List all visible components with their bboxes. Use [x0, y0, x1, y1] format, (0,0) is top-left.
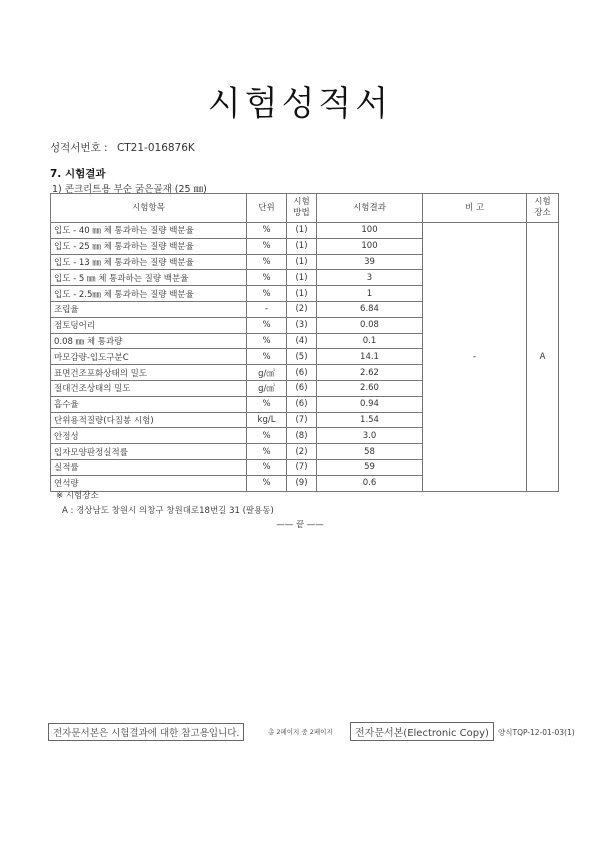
note-location-a: A : 경상남도 창원시 의창구 창원대로18번길 31 (팔용동) — [62, 506, 274, 516]
cell-unit: % — [247, 444, 287, 460]
cell-remarks: - — [423, 223, 527, 492]
cell-item: 안정성 — [51, 428, 247, 444]
header-unit: 단위 — [247, 194, 287, 223]
cell-item: 절대건조상태의 밀도 — [51, 380, 247, 396]
cell-item: 연석량 — [51, 475, 247, 491]
cell-unit: % — [247, 317, 287, 333]
cell-result: 3.0 — [317, 428, 423, 444]
cell-result: 1.54 — [317, 412, 423, 428]
cell-unit: % — [247, 396, 287, 412]
cell-method: (2) — [287, 301, 317, 317]
cell-method: (2) — [287, 444, 317, 460]
cell-result: 2.60 — [317, 380, 423, 396]
cell-method: (1) — [287, 270, 317, 286]
cell-result: 14.1 — [317, 349, 423, 365]
cell-item: 입도 - 40 ㎜ 체 통과하는 질량 백분율 — [51, 223, 247, 239]
cell-item: 실적률 — [51, 459, 247, 475]
footer-electronic-copy: 전자문서본(Electronic Copy) — [350, 722, 494, 741]
cell-result: 6.84 — [317, 301, 423, 317]
cell-method: (3) — [287, 317, 317, 333]
cell-item: 점토덩어리 — [51, 317, 247, 333]
cell-unit: % — [247, 333, 287, 349]
report-number-line — [50, 140, 195, 155]
cell-method: (1) — [287, 223, 317, 239]
cell-unit: % — [247, 459, 287, 475]
cell-method: (6) — [287, 396, 317, 412]
cell-result: 0.6 — [317, 475, 423, 491]
footer-disclaimer: 전자문서본은 시험결과에 대한 참고용입니다. — [48, 723, 244, 741]
cell-method: (7) — [287, 459, 317, 475]
cell-item: 입도 - 5 ㎜ 체 통과하는 질량 백분율 — [51, 270, 247, 286]
cell-result: 59 — [317, 459, 423, 475]
cell-item: 마모감량-입도구분C — [51, 349, 247, 365]
cell-unit: kg/L — [247, 412, 287, 428]
table-header-row — [51, 194, 559, 223]
footer-form-code: 양식TQP-12-01-03(1) — [498, 728, 575, 737]
footer-page-info: 총 2페이지 중 2페이지 — [268, 728, 333, 736]
header-item: 시험항목 — [51, 194, 247, 223]
cell-item: 입도 - 13 ㎜ 체 통과하는 질량 백분율 — [51, 254, 247, 270]
cell-unit: g/㎤ — [247, 365, 287, 381]
subsection-heading: 1) 콘크리트용 부순 굵은골재 (25 ㎜) — [52, 184, 207, 195]
cell-result: 0.1 — [317, 333, 423, 349]
cell-method: (6) — [287, 380, 317, 396]
cell-method: (7) — [287, 412, 317, 428]
cell-result: 39 — [317, 254, 423, 270]
cell-unit: % — [247, 254, 287, 270]
header-remarks: 비 고 — [423, 194, 527, 223]
cell-result: 0.94 — [317, 396, 423, 412]
cell-method: (1) — [287, 254, 317, 270]
cell-item: 입자모양판정실적률 — [51, 444, 247, 460]
end-mark: —— 끝 —— — [276, 520, 324, 530]
cell-method: (6) — [287, 365, 317, 381]
cell-unit: % — [247, 428, 287, 444]
results-table — [50, 193, 559, 492]
header-method: 시험 방법 — [287, 194, 317, 223]
cell-unit: % — [247, 270, 287, 286]
cell-method: (9) — [287, 475, 317, 491]
document-title: 시험성적서 — [207, 84, 393, 124]
cell-method: (8) — [287, 428, 317, 444]
cell-unit: - — [247, 301, 287, 317]
cell-method: (1) — [287, 238, 317, 254]
cell-method: (4) — [287, 333, 317, 349]
cell-result: 3 — [317, 270, 423, 286]
cell-unit: g/㎤ — [247, 380, 287, 396]
note-heading: ※ 시험장소 — [56, 491, 99, 501]
cell-method: (5) — [287, 349, 317, 365]
cell-unit: % — [247, 475, 287, 491]
cell-item: 표면건조포화상태의 밀도 — [51, 365, 247, 381]
header-location: 시험 장소 — [527, 194, 559, 223]
table-body — [51, 223, 559, 492]
cell-location: A — [527, 223, 559, 492]
cell-item: 흡수율 — [51, 396, 247, 412]
cell-result: 58 — [317, 444, 423, 460]
cell-result: 0.08 — [317, 317, 423, 333]
cell-item: 0.08 ㎜ 체 통과량 — [51, 333, 247, 349]
report-number: CT21-016876K — [116, 142, 195, 154]
report-number-label: 성적서번호 : — [50, 142, 108, 154]
cell-item: 조립율 — [51, 301, 247, 317]
cell-method: (1) — [287, 286, 317, 302]
section-heading: 7. 시험결과 — [50, 168, 106, 180]
table-row — [51, 223, 559, 239]
header-result: 시험결과 — [317, 194, 423, 223]
cell-item: 입도 - 2.5㎜ 체 통과하는 질량 백분율 — [51, 286, 247, 302]
cell-result: 2.62 — [317, 365, 423, 381]
cell-item: 단위용적질량(다짐봉 시험) — [51, 412, 247, 428]
cell-result: 1 — [317, 286, 423, 302]
cell-unit: % — [247, 223, 287, 239]
cell-result: 100 — [317, 238, 423, 254]
cell-unit: % — [247, 286, 287, 302]
cell-result: 100 — [317, 223, 423, 239]
cell-unit: % — [247, 349, 287, 365]
cell-unit: % — [247, 238, 287, 254]
cell-item: 입도 - 25 ㎜ 체 통과하는 질량 백분율 — [51, 238, 247, 254]
